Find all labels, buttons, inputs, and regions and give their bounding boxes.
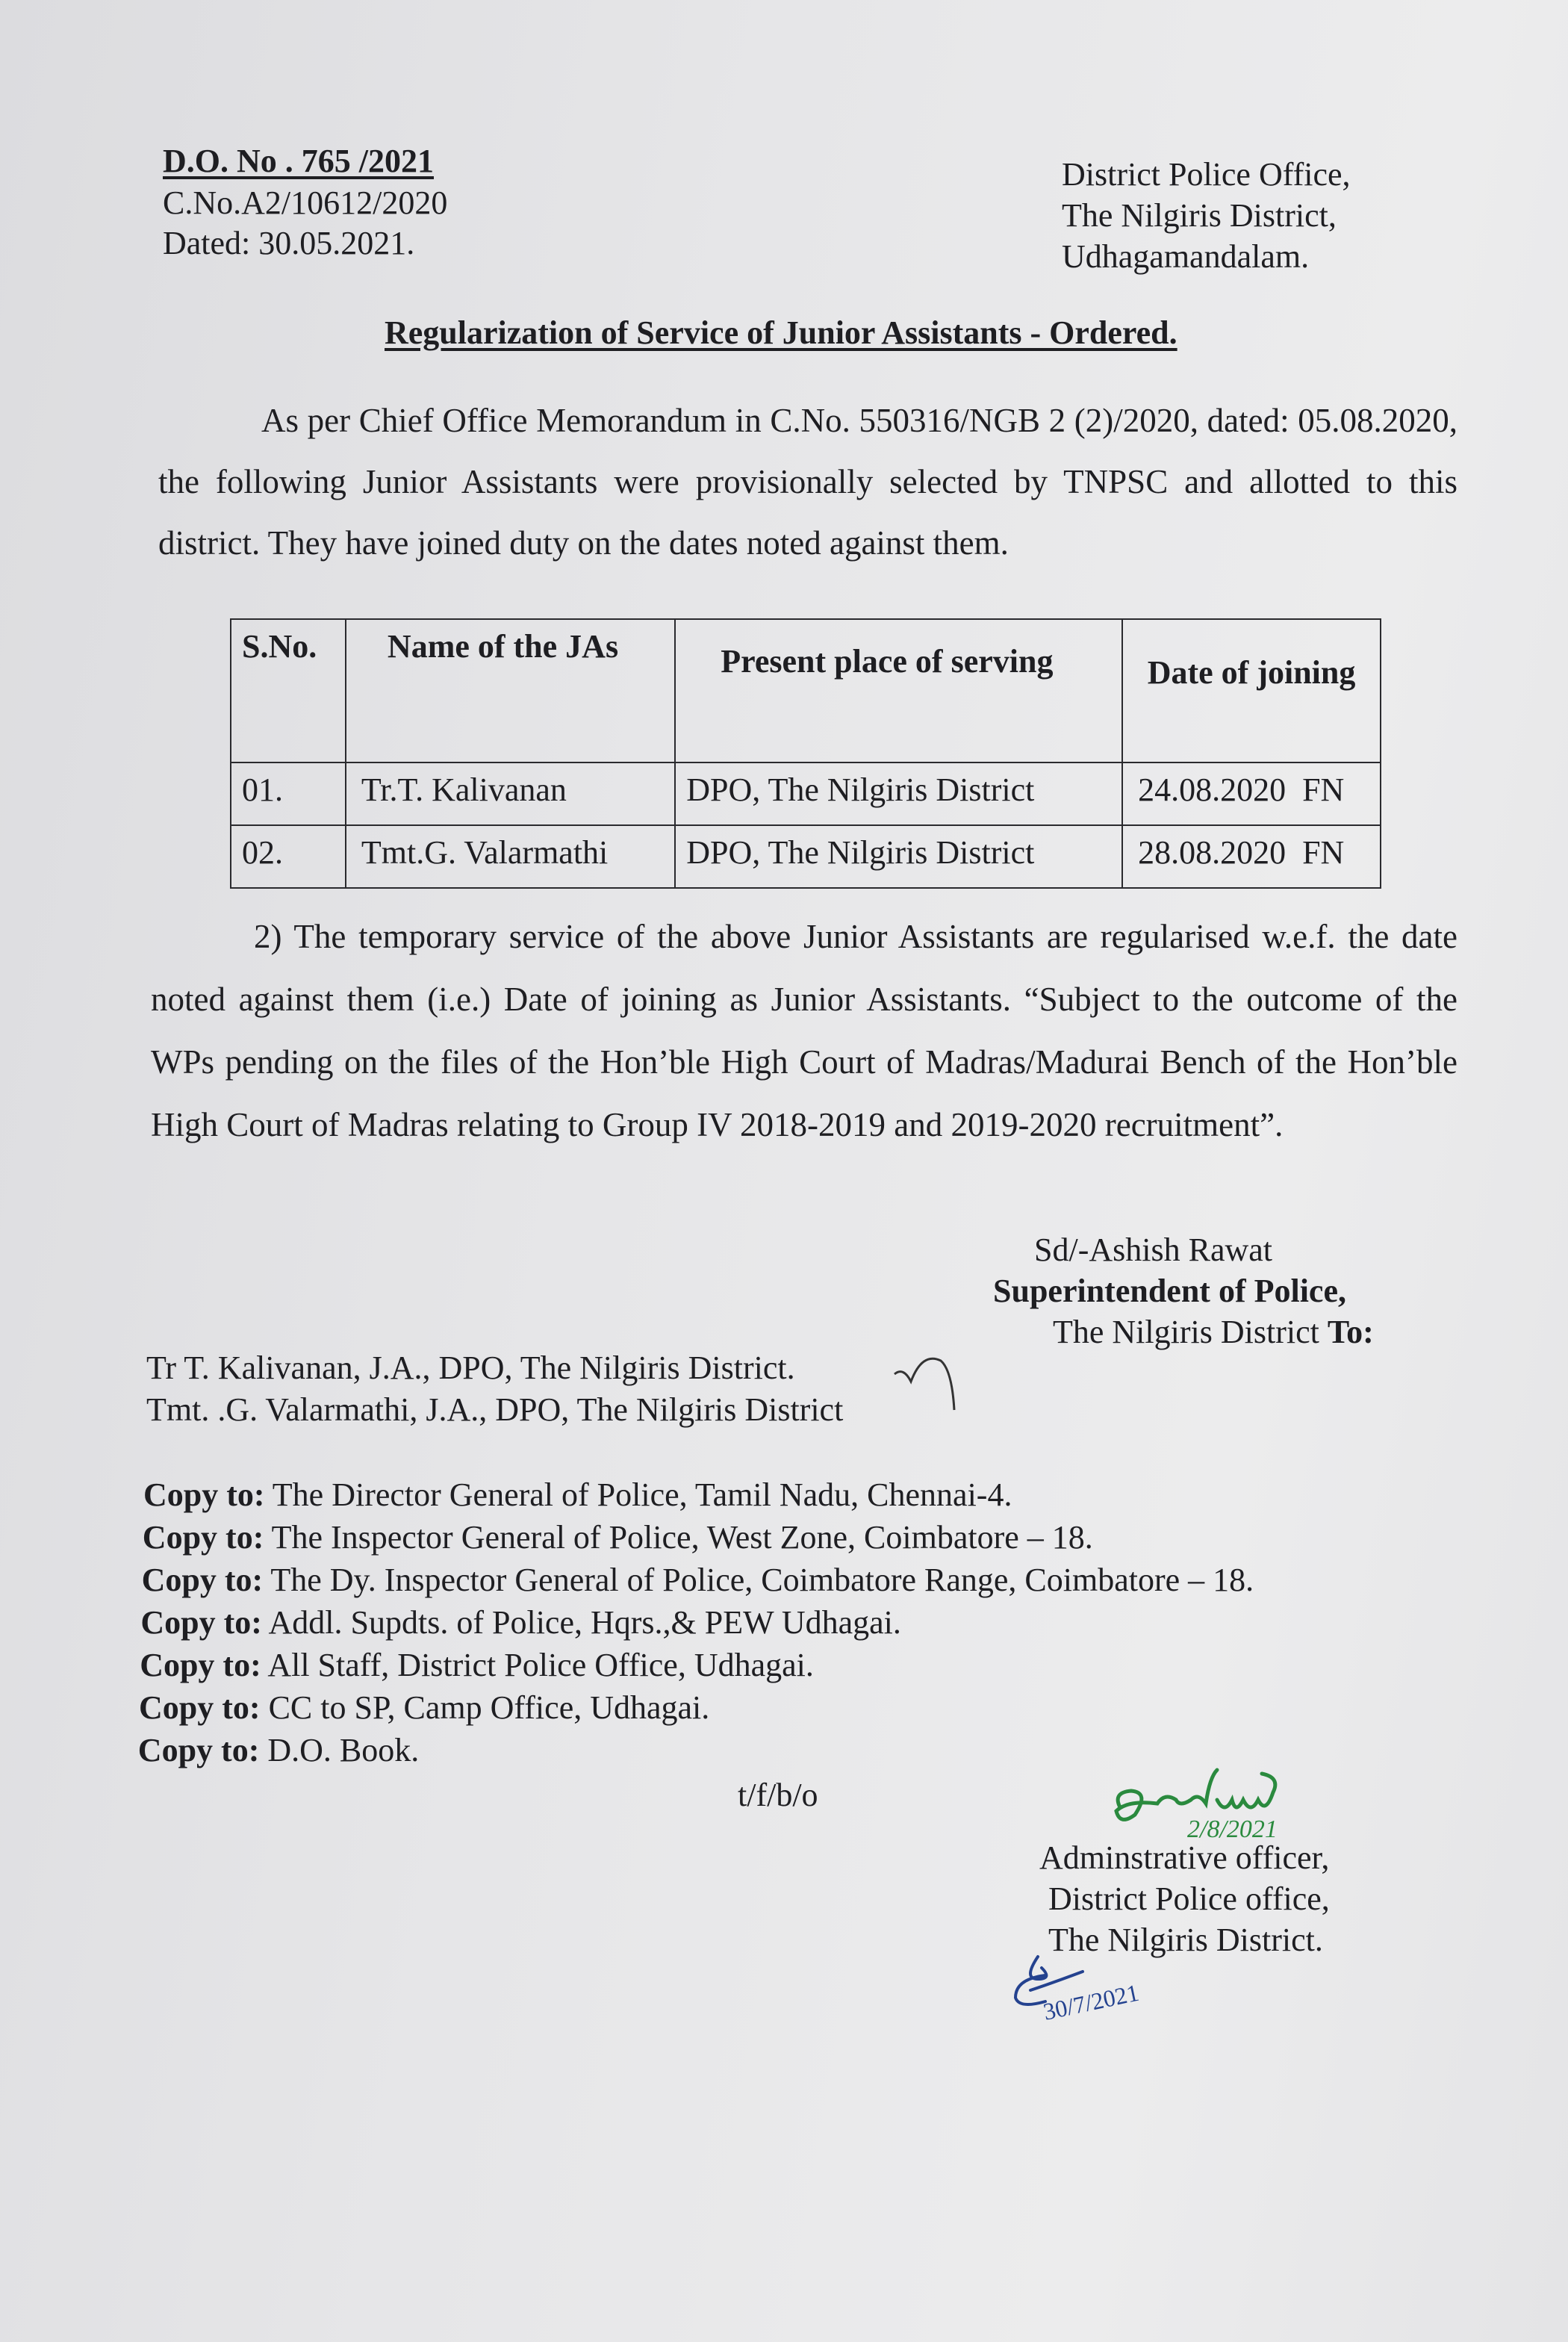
dated: Dated: 30.05.2021. <box>163 225 415 261</box>
blue-signature <box>1001 1949 1180 2031</box>
office-line-1: District Police Office, <box>1062 156 1351 193</box>
district-text: The Nilgiris District <box>1053 1314 1319 1350</box>
paragraph-2: 2) The temporary service of the above Junior Assistants are regularised w.e.f. the date noted against them (i.e.) Date of joining as Junior Assistants. “Subject to the outcome of the WPs pending on the files of the Hon’ble High Court of Madras/Madurai Bench of the Hon’ble High Court of Madras relating to Group IV 2018-2019 and 2019-2020 recruitment”. <box>151 918 1457 1143</box>
cell-date: 28.08.2020 FN <box>1122 825 1381 888</box>
paragraph-1: As per Chief Office Memorandum in C.No. 550316/NGB 2 (2)/2020, dated: 05.08.2020, the following Junior Assistants were provisionally selected by TNPSC and allotted to this district. They have joined duty on the dates noted against them. <box>158 402 1457 562</box>
signatory-district <box>1053 1313 1374 1351</box>
junior-assistants-table <box>230 618 1381 889</box>
admin-line-1: Adminstrative officer, <box>1039 1839 1330 1876</box>
copy-to-label: Copy to: <box>141 1562 264 1598</box>
table-header-row <box>231 619 1381 762</box>
copy-to-line <box>138 1731 419 1769</box>
office-line-3: Udhagamandalam. <box>1062 238 1310 275</box>
signed-by: Sd/-Ashish Rawat <box>1034 1231 1272 1268</box>
cell-name: Tmt.G. Valarmathi <box>346 825 675 888</box>
copy-to-recipient: Addl. Supdts. of Police, Hqrs.,& PEW Udhagai. <box>268 1604 901 1641</box>
admin-line-2: District Police office, <box>1048 1880 1330 1917</box>
tfbo: t/f/b/o <box>738 1777 818 1813</box>
cell-name: Tr.T. Kalivanan <box>346 762 675 825</box>
recipient-1: Tr T. Kalivanan, J.A., DPO, The Nilgiris District. <box>146 1349 795 1386</box>
cell-date: 24.08.2020 FN <box>1122 762 1381 825</box>
copy-to-label: Copy to: <box>142 1519 264 1556</box>
copy-to-line <box>142 1561 1254 1599</box>
admin-line-3: The Nilgiris District. <box>1048 1922 1323 1958</box>
cell-place: DPO, The Nilgiris District <box>675 762 1122 825</box>
copy-to-recipient: CC to SP, Camp Office, Udhagai. <box>268 1689 710 1726</box>
document-title: Regularization of Service of Junior Assistants - Ordered. <box>385 314 1177 351</box>
green-date: 2/8/2021 <box>1187 1815 1278 1843</box>
case-number: C.No.A2/10612/2020 <box>163 184 448 221</box>
header-sno: S.No. <box>231 619 346 762</box>
office-line-2: The Nilgiris District, <box>1062 197 1337 234</box>
copy-to-line <box>143 1518 1093 1556</box>
copy-to-label: Copy to: <box>137 1732 260 1768</box>
copy-to-recipient: The Inspector General of Police, West Zone, Coimbatore – 18. <box>271 1519 1093 1556</box>
copy-to-line <box>140 1603 901 1641</box>
copy-to-recipient: D.O. Book. <box>267 1732 420 1768</box>
tick-mark-icon <box>889 1344 963 1419</box>
table-row <box>231 762 1381 825</box>
copy-to-label: Copy to: <box>143 1476 265 1513</box>
copy-to-line <box>139 1689 709 1727</box>
copy-to-label: Copy to: <box>140 1647 261 1683</box>
cell-place: DPO, The Nilgiris District <box>675 825 1122 888</box>
table-row <box>231 825 1381 888</box>
copy-to-label: Copy to: <box>140 1604 262 1641</box>
to-label: To: <box>1327 1314 1374 1350</box>
copy-to-line <box>143 1476 1012 1514</box>
signatory-designation: Superintendent of Police, <box>993 1273 1346 1309</box>
do-number: D.O. No . 765 /2021 <box>163 143 434 179</box>
copy-to-recipient: All Staff, District Police Office, Udhagai. <box>267 1647 814 1683</box>
copy-to-recipient: The Dy. Inspector General of Police, Coimbatore Range, Coimbatore – 18. <box>270 1562 1254 1598</box>
green-signature <box>1105 1762 1344 1845</box>
recipient-2: Tmt. .G. Valarmathi, J.A., DPO, The Nilgiris District <box>146 1391 844 1428</box>
header-date: Date of joining <box>1122 619 1381 762</box>
cell-sno: 02. <box>231 825 346 888</box>
copy-to-recipient: The Director General of Police, Tamil Nadu, Chennai-4. <box>272 1476 1012 1513</box>
cell-sno: 01. <box>231 762 346 825</box>
copy-to-label: Copy to: <box>139 1689 261 1726</box>
header-place: Present place of serving <box>675 619 1122 762</box>
blue-date: 30/7/2021 <box>1040 1978 1142 2025</box>
header-name: Name of the JAs <box>346 619 675 762</box>
copy-to-line <box>140 1646 814 1684</box>
